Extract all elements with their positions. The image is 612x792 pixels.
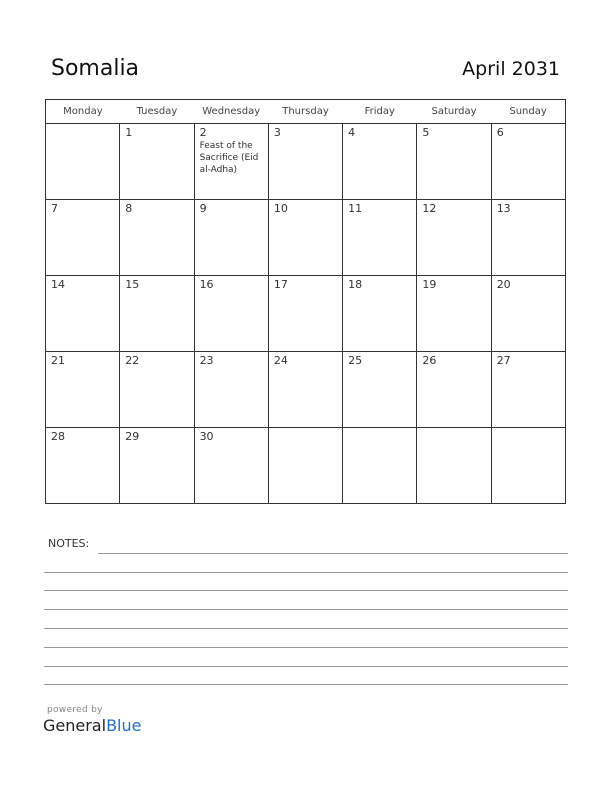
day-cell: [417, 352, 491, 428]
notes-line: [44, 572, 568, 573]
weekday-saturday: Saturday: [417, 100, 491, 124]
week-row: [46, 352, 566, 428]
day-number: 13: [496, 202, 511, 215]
weekday-wednesday: Wednesday: [194, 100, 268, 124]
day-number: 17: [273, 278, 288, 291]
day-cell: [343, 200, 417, 276]
day-cell: [194, 124, 268, 200]
notes-line: [98, 553, 568, 554]
notes-line: [44, 609, 568, 610]
day-number: 26: [422, 354, 437, 367]
day-cell: [46, 428, 120, 504]
day-cell: [343, 124, 417, 200]
day-cell: [194, 352, 268, 428]
day-number: 30: [199, 430, 214, 443]
day-cell: [343, 428, 417, 504]
day-number: 29: [125, 430, 140, 443]
day-cell: [120, 428, 194, 504]
day-number: 28: [51, 430, 65, 443]
weekday-sunday: Sunday: [491, 100, 565, 124]
weekday-friday: Friday: [343, 100, 417, 124]
calendar-grid: [45, 99, 566, 504]
month-year-title: April 2031: [462, 58, 560, 80]
weekday-tuesday: Tuesday: [120, 100, 194, 124]
day-cell: [268, 352, 342, 428]
day-cell: [120, 124, 194, 200]
day-cell: [194, 428, 268, 504]
powered-by-text: powered by: [47, 705, 103, 715]
weekday-header-row: [46, 100, 566, 124]
holiday-label: Feast of the Sacrifice (Eid al-Adha): [199, 141, 259, 175]
day-number: 14: [51, 278, 65, 291]
week-row: [46, 276, 566, 352]
day-number: 15: [125, 278, 140, 291]
notes-line: [44, 684, 568, 685]
day-number: 24: [273, 354, 288, 367]
brand-blue: Blue: [106, 716, 142, 735]
day-number: 20: [496, 278, 511, 291]
week-row: [46, 428, 566, 504]
country-title: Somalia: [51, 56, 140, 81]
day-cell: [491, 428, 565, 504]
day-number: 19: [422, 278, 437, 291]
day-number: 21: [51, 354, 65, 367]
day-cell: [268, 200, 342, 276]
day-number: 25: [348, 354, 363, 367]
day-cell: [120, 200, 194, 276]
day-number: 1: [125, 126, 133, 139]
week-row: [46, 200, 566, 276]
day-number: 6: [496, 126, 504, 139]
day-number: 23: [199, 354, 214, 367]
day-cell: [343, 352, 417, 428]
day-number: 11: [348, 202, 363, 215]
day-cell: [268, 428, 342, 504]
brand-general: General: [43, 716, 107, 735]
day-cell: [491, 276, 565, 352]
week-row: [46, 124, 566, 200]
brand-logo: [43, 716, 141, 735]
day-cell: [194, 200, 268, 276]
notes-line: [44, 590, 568, 591]
day-number: 22: [125, 354, 140, 367]
day-cell: [46, 352, 120, 428]
day-cell: [491, 352, 565, 428]
day-cell: [491, 200, 565, 276]
day-cell: [491, 124, 565, 200]
day-cell: [46, 200, 120, 276]
day-cell: [46, 124, 120, 200]
day-cell: [268, 124, 342, 200]
day-cell: [120, 352, 194, 428]
day-cell: [120, 276, 194, 352]
day-cell: [417, 428, 491, 504]
notes-label: NOTES:: [48, 537, 90, 550]
day-cell: [268, 276, 342, 352]
day-number: 9: [199, 202, 207, 215]
notes-line: [44, 628, 568, 629]
day-cell: [46, 276, 120, 352]
day-number: 10: [273, 202, 288, 215]
day-number: 7: [51, 202, 58, 215]
day-number: 2: [199, 126, 207, 139]
day-number: 12: [422, 202, 437, 215]
day-cell: [417, 124, 491, 200]
day-cell: [417, 200, 491, 276]
day-number: 16: [199, 278, 214, 291]
day-number: 4: [348, 126, 356, 139]
day-number: 3: [273, 126, 281, 139]
day-cell: [417, 276, 491, 352]
day-number: 27: [496, 354, 511, 367]
day-cell: [194, 276, 268, 352]
notes-line: [44, 647, 568, 648]
day-number: 8: [125, 202, 133, 215]
weekday-monday: Monday: [46, 100, 120, 124]
weekday-thursday: Thursday: [268, 100, 342, 124]
day-cell: [343, 276, 417, 352]
notes-line: [44, 666, 568, 667]
day-number: 18: [348, 278, 363, 291]
day-number: 5: [422, 126, 430, 139]
